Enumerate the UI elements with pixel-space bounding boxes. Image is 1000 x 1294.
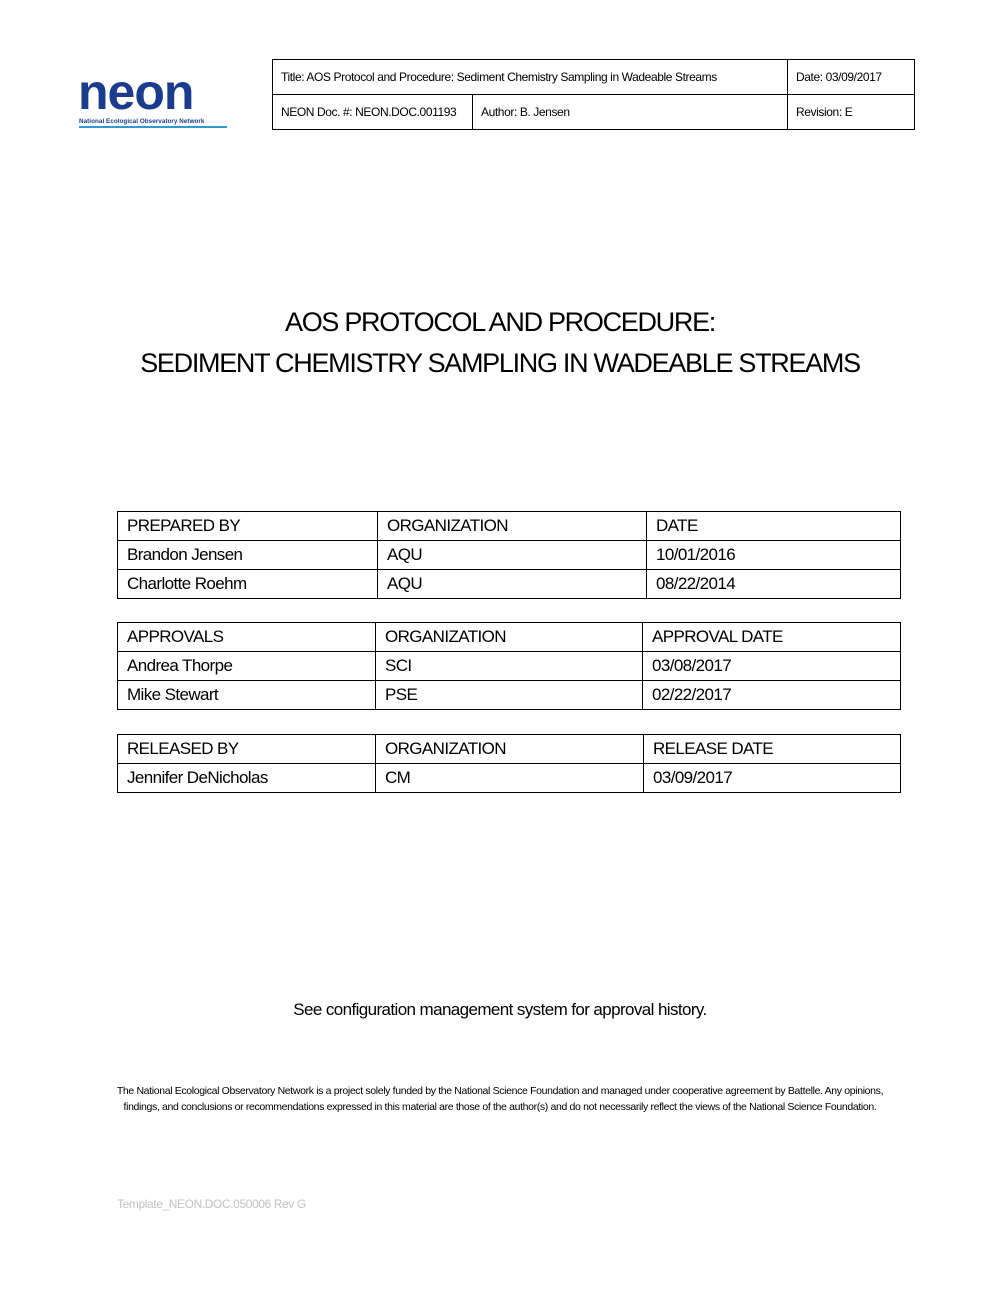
- table-row: [118, 570, 901, 599]
- preparer-organization: AQU: [378, 570, 647, 599]
- table-header-cell: DATE: [647, 512, 901, 541]
- release-date: 03/09/2017: [644, 764, 901, 793]
- neon-logo: [78, 64, 230, 130]
- approvals-table: [117, 622, 901, 710]
- header-date-cell: Date: 03/09/2017: [788, 60, 915, 95]
- table-header-cell: ORGANIZATION: [376, 623, 643, 652]
- document-title-line-2: SEDIMENT CHEMISTRY SAMPLING IN WADEABLE STREAMS: [140, 348, 860, 378]
- header-author-cell: Author: B. Jensen: [473, 95, 788, 130]
- document-header-table: [272, 59, 915, 130]
- preparer-date: 08/22/2014: [647, 570, 901, 599]
- table-header-cell: APPROVAL DATE: [643, 623, 901, 652]
- table-header-cell: RELEASED BY: [118, 735, 376, 764]
- approver-name: Andrea Thorpe: [118, 652, 376, 681]
- header-doc-number-cell: NEON Doc. #: NEON.DOC.001193: [273, 95, 473, 130]
- table-row: [118, 681, 901, 710]
- template-identifier: Template_NEON.DOC.050006 Rev G: [117, 1197, 306, 1211]
- approval-date: 03/08/2017: [643, 652, 901, 681]
- table-header-row: [118, 735, 901, 764]
- table-header-cell: APPROVALS: [118, 623, 376, 652]
- approval-date: 02/22/2017: [643, 681, 901, 710]
- table-header-cell: ORGANIZATION: [378, 512, 647, 541]
- releaser-name: Jennifer DeNicholas: [118, 764, 376, 793]
- logo-wordmark: neon: [78, 64, 194, 120]
- table-header-cell: ORGANIZATION: [376, 735, 644, 764]
- table-header-row: [118, 512, 901, 541]
- approver-name: Mike Stewart: [118, 681, 376, 710]
- preparer-date: 10/01/2016: [647, 541, 901, 570]
- preparer-name: Brandon Jensen: [118, 541, 378, 570]
- header-title-cell: Title: AOS Protocol and Procedure: Sediment Chemistry Sampling in Wadeable Streams: [273, 60, 788, 95]
- approver-organization: SCI: [376, 652, 643, 681]
- table-header-row: [118, 623, 901, 652]
- preparer-organization: AQU: [378, 541, 647, 570]
- document-title: [0, 302, 1000, 384]
- released-by-table: [117, 734, 901, 793]
- table-row: [118, 541, 901, 570]
- configuration-note: See configuration management system for approval history.: [293, 1000, 707, 1019]
- table-row: [118, 764, 901, 793]
- funding-disclaimer: The National Ecological Observatory Network is a project solely funded by the National Science Foundation and managed under cooperative agreement by Battelle. Any opinions, findings, and conclusions or recommendations expressed in this material are those of the author(s) and do not necessarily reflect the views of the National Science Foundation.: [116, 1085, 884, 1113]
- header-revision-cell: Revision: E: [788, 95, 915, 130]
- table-row: [118, 652, 901, 681]
- table-header-cell: PREPARED BY: [118, 512, 378, 541]
- table-header-cell: RELEASE DATE: [644, 735, 901, 764]
- logo-underline: [79, 126, 227, 128]
- preparer-name: Charlotte Roehm: [118, 570, 378, 599]
- prepared-by-table: [117, 511, 901, 599]
- document-title-line-1: AOS PROTOCOL AND PROCEDURE:: [285, 307, 715, 337]
- releaser-organization: CM: [376, 764, 644, 793]
- logo-subtitle: National Ecological Observatory Network: [79, 118, 205, 125]
- approver-organization: PSE: [376, 681, 643, 710]
